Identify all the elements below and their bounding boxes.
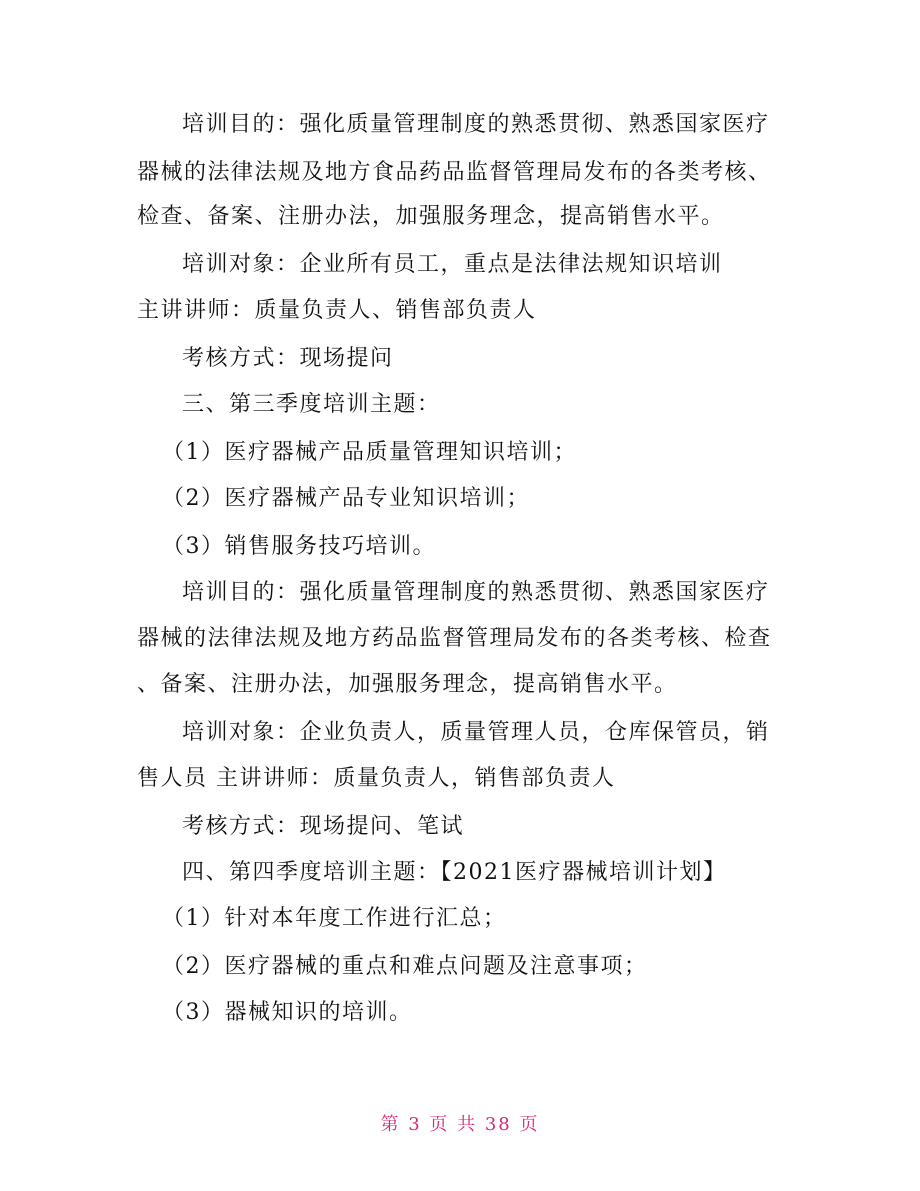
section-heading: 四、第四季度培训主题：【2021医疗器械培训计划】 [182, 860, 727, 885]
list-item: （1）医疗器械产品质量管理知识培训； [162, 440, 577, 465]
text-line: 培训对象：企业负责人，质量管理人员，仓库保管员，销 [182, 720, 770, 745]
text-line: 主讲讲师：质量负责人、销售部负责人 [137, 298, 537, 323]
text-line: 培训目的：强化质量管理制度的熟悉贯彻、熟悉国家医疗 [182, 112, 770, 137]
list-item: （2）医疗器械的重点和难点问题及注意事项； [162, 954, 648, 979]
text-line: 器械的法律法规及地方药品监督管理局发布的各类考核、检查 [137, 626, 772, 651]
text-line: 器械的法律法规及地方食品药品监督管理局发布的各类考核、 [137, 160, 772, 185]
text-line: 培训对象：企业所有员工，重点是法律法规知识培训 [182, 252, 723, 277]
text-line: 售人员 主讲讲师：质量负责人，销售部负责人 [137, 766, 616, 791]
text-line: 考核方式：现场提问 [182, 346, 394, 371]
list-item: （3）器械知识的培训。 [162, 1000, 413, 1025]
text-line: 考核方式：现场提问、笔试 [182, 814, 465, 839]
text-line: 检查、备案、注册办法，加强服务理念，提高销售水平。 [137, 204, 725, 229]
list-item: （3）销售服务技巧培训。 [162, 534, 436, 559]
page-footer: 第 3 页 共 38 页 [380, 1114, 540, 1135]
list-item: （1）针对本年度工作进行汇总； [162, 906, 507, 931]
list-item: （2）医疗器械产品专业知识培训； [162, 486, 530, 511]
section-heading: 三、第三季度培训主题： [182, 392, 441, 417]
text-line: 培训目的：强化质量管理制度的熟悉贯彻、熟悉国家医疗 [182, 580, 770, 605]
text-line: 、备案、注册办法，加强服务理念，提高销售水平。 [137, 672, 678, 697]
